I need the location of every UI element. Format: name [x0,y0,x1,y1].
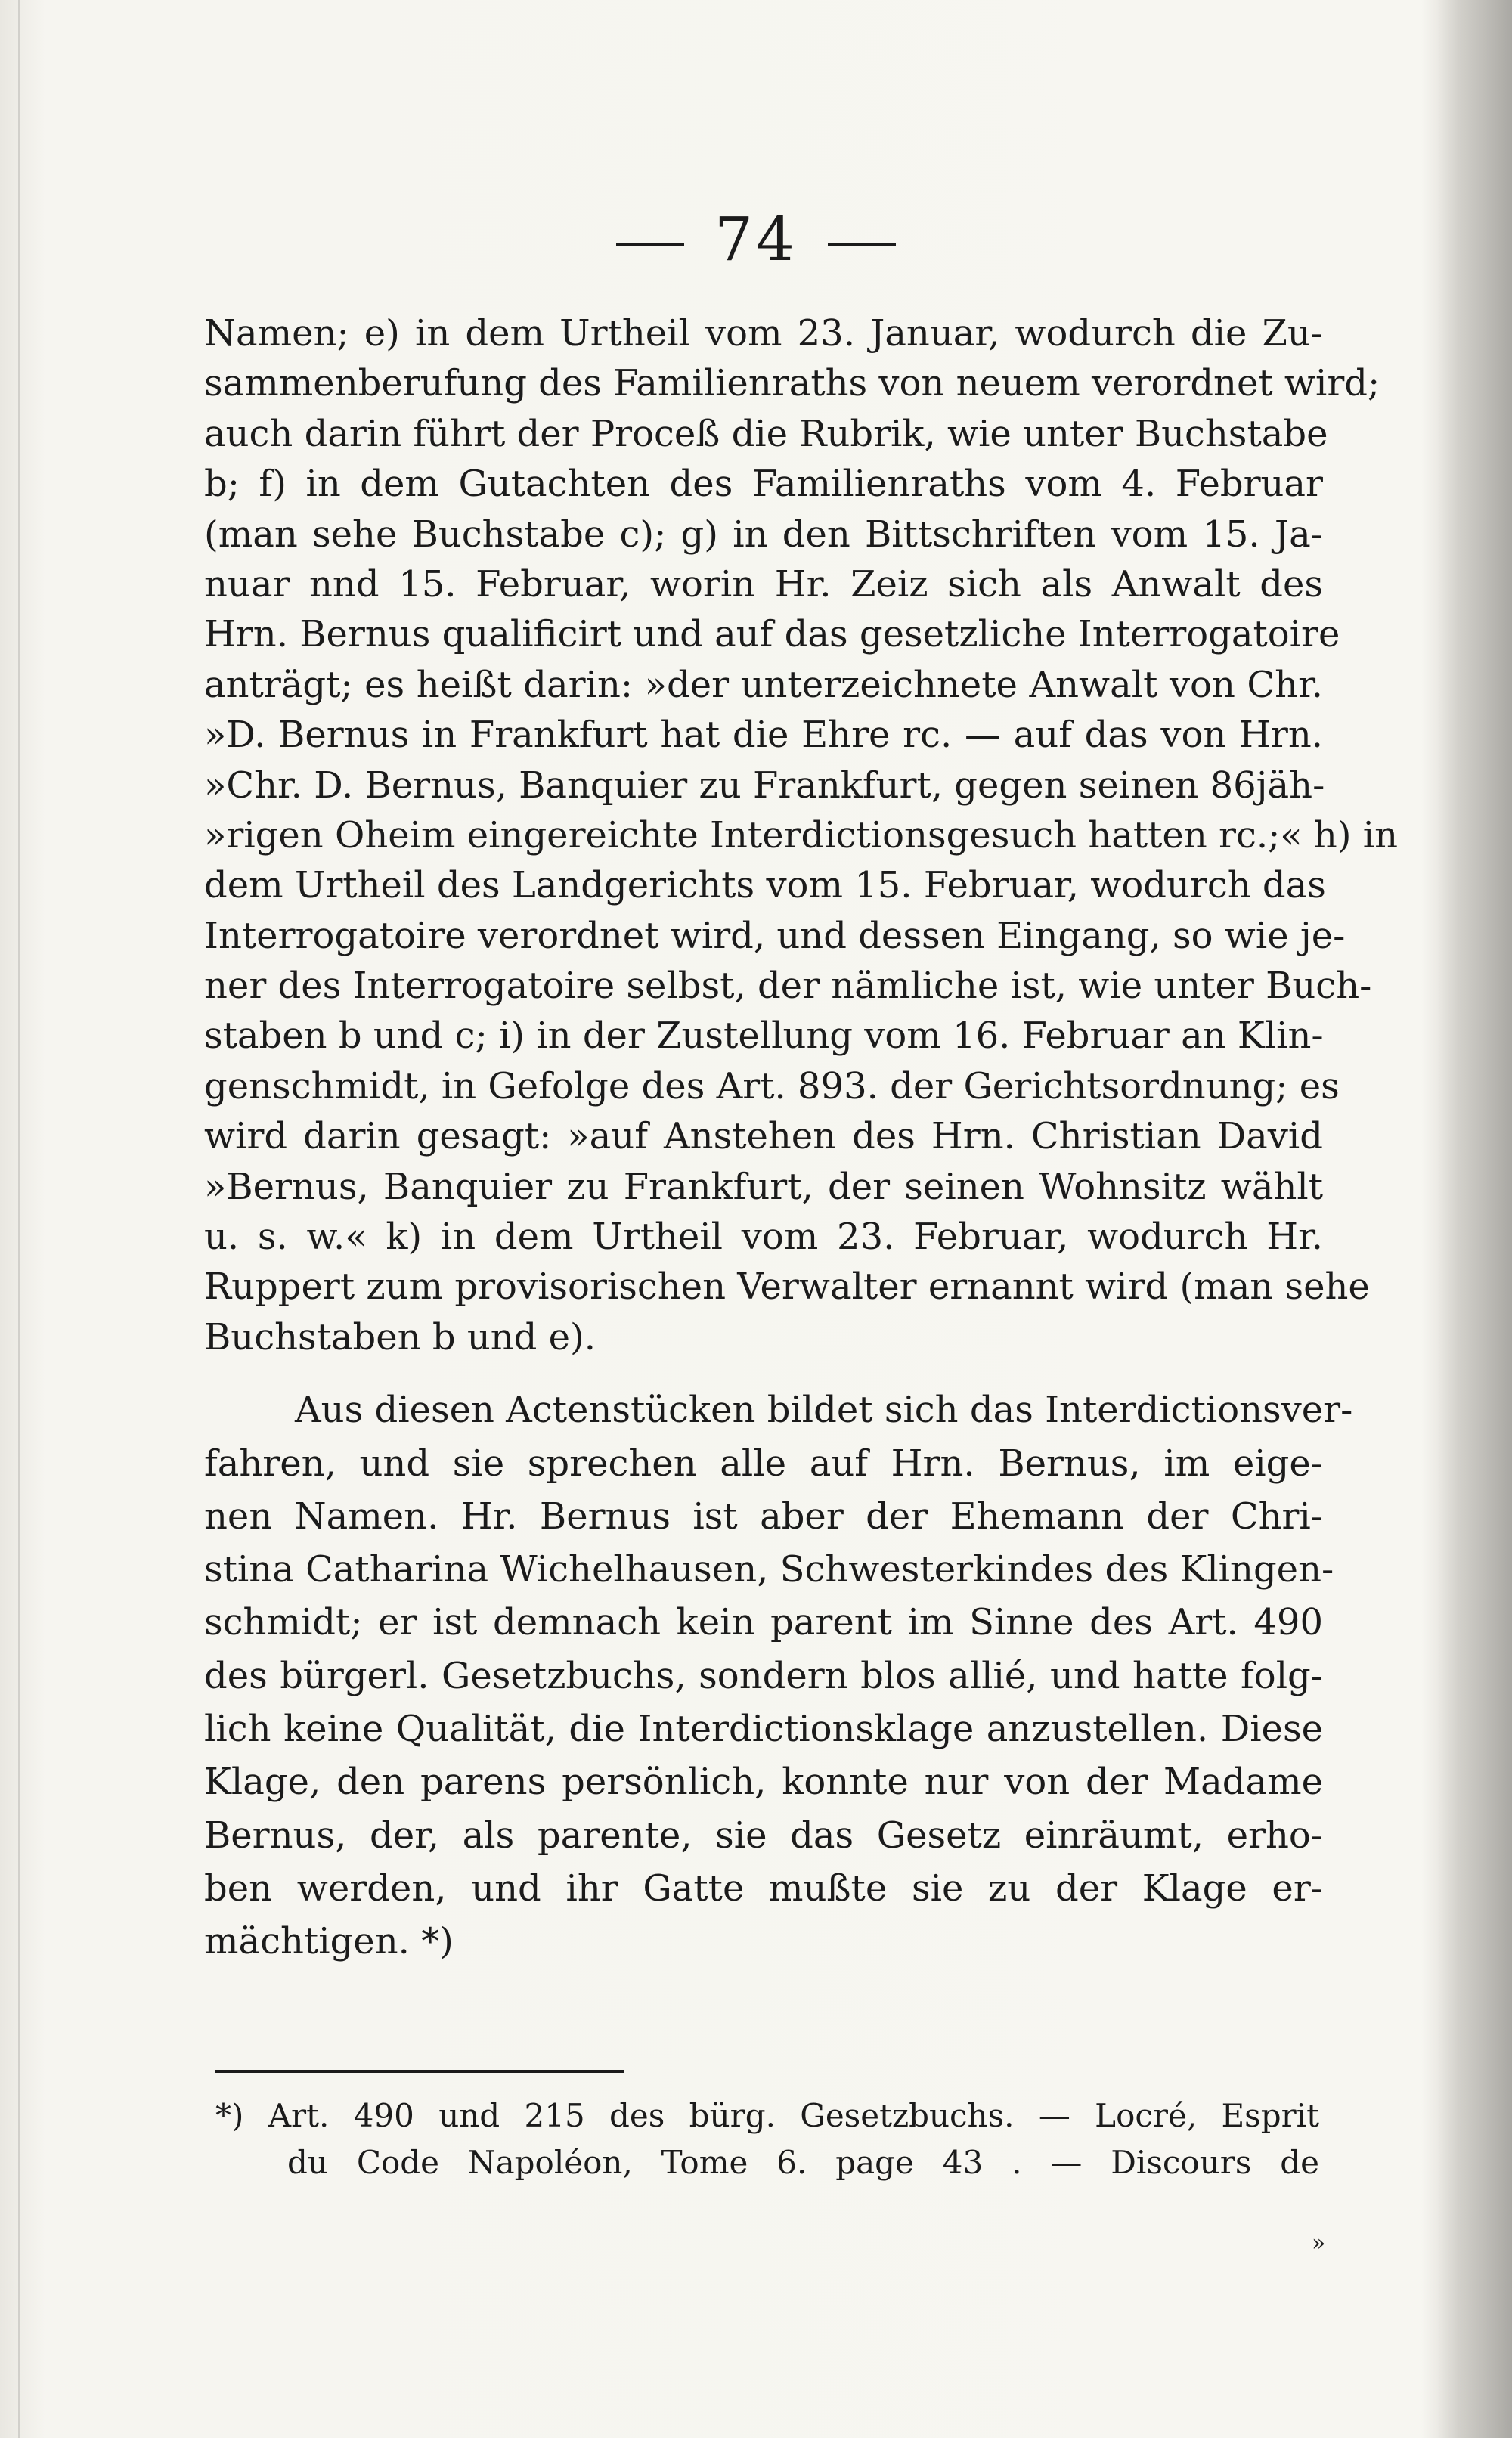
text-line: nuar nnd 15. Februar, worin Hr. Zeiz sich als Anwalt des [204,562,1323,606]
text-line: des bürgerl. Gesetzbuchs, sondern blos allié, und hatte folg- [204,1654,1323,1697]
text-line: lich keine Qualität, die Interdictionsklage anzustellen. Diese [204,1707,1323,1750]
text-line: anträgt; es heißt darin: »der unterzeichnete Anwalt von Chr. [204,663,1323,706]
text-line: Bernus, der, als parente, sie das Gesetz einräumt, erho- [204,1814,1323,1857]
text-line: »Bernus, Banquier zu Frankfurt, der seinen Wohnsitz wählt [204,1165,1323,1208]
paragraph-2 [204,1383,1353,1968]
footnote [215,2093,1319,2186]
text-line: nen Namen. Hr. Bernus ist aber der Ehemann der Chri- [204,1495,1323,1538]
text-line: genschmidt, in Gefolge des Art. 893. der Gerichtsordnung; es [204,1064,1340,1107]
text-line: mächtigen. *) [204,1920,454,1963]
footnote-rule [215,2070,624,2073]
text-line: Interrogatoire verordnet wird, und dessen Eingang, so wie je- [204,914,1346,957]
text-line: sammenberufung des Familienraths von neuem verordnet wird; [204,362,1380,405]
text-line: Hrn. Bernus qualificirt und auf das gesetzliche Interrogatoire [204,613,1340,656]
page-header [0,204,1512,274]
spine-shadow [1436,0,1512,2438]
text-line: »D. Bernus in Frankfurt hat die Ehre rc. — auf das von Hrn. [204,714,1323,757]
text-line: stina Catharina Wichelhausen, Schwesterkindes des Klingen- [204,1548,1334,1591]
text-line: ben werden, und ihr Gatte mußte sie zu der Klage er- [204,1866,1323,1910]
footnote-line: *) Art. 490 und 215 des bürg. Gesetzbuchs. — Locré, Esprit [215,2097,1319,2134]
text-line: wird darin gesagt: »auf Anstehen des Hrn. Christian David [204,1115,1323,1158]
text-line: u. s. w.« k) in dem Urtheil vom 23. Februar, wodurch Hr. [204,1216,1323,1259]
text-line: »Chr. D. Bernus, Banquier zu Frankfurt, gegen seinen 86jäh- [204,764,1325,807]
text-line: Aus diesen Actenstücken bildet sich das Interdictionsver- [295,1389,1353,1432]
text-line: (man sehe Buchstabe c); g) in den Bittschriften vom 15. Ja- [204,513,1323,556]
text-line: Buchstaben b und e). [204,1315,596,1358]
text-line: staben b und c; i) in der Zustellung vom 16. Februar an Klin- [204,1015,1324,1058]
text-line: dem Urtheil des Landgerichts vom 15. Februar, wodurch das [204,864,1326,907]
text-line: Ruppert zum provisorischen Verwalter ernannt wird (man sehe [204,1265,1370,1309]
paragraph-1 [204,308,1399,1362]
body-text [204,308,1399,1968]
header-dash-right [828,243,896,246]
page-number: 74 [714,204,798,274]
text-line: »rigen Oheim eingereichte Interdictionsgesuch hatten rc.;« h) in [204,813,1399,857]
text-line: ner des Interrogatoire selbst, der nämliche ist, wie unter Buch- [204,965,1372,1008]
text-line: auch darin führt der Proceß die Rubrik, wie unter Buchstabe [204,412,1328,455]
text-line: Namen; e) in dem Urtheil vom 23. Januar, wodurch die Zu- [204,312,1323,355]
text-line: schmidt; er ist demnach kein parent im Sinne des Art. 490 [204,1601,1323,1644]
stray-mark: » [1312,2230,1326,2257]
text-line: Klage, den parens persönlich, konnte nur von der Madame [204,1761,1323,1804]
page-edge-line [18,0,20,2438]
header-dash-left [616,243,684,246]
footnote-line: du Code Napoléon, Tome 6. page 43 . — Discours de [287,2144,1319,2181]
text-line: fahren, und sie sprechen alle auf Hrn. Bernus, im eige- [204,1442,1323,1485]
text-line: b; f) in dem Gutachten des Familienraths vom 4. Februar [204,463,1323,506]
